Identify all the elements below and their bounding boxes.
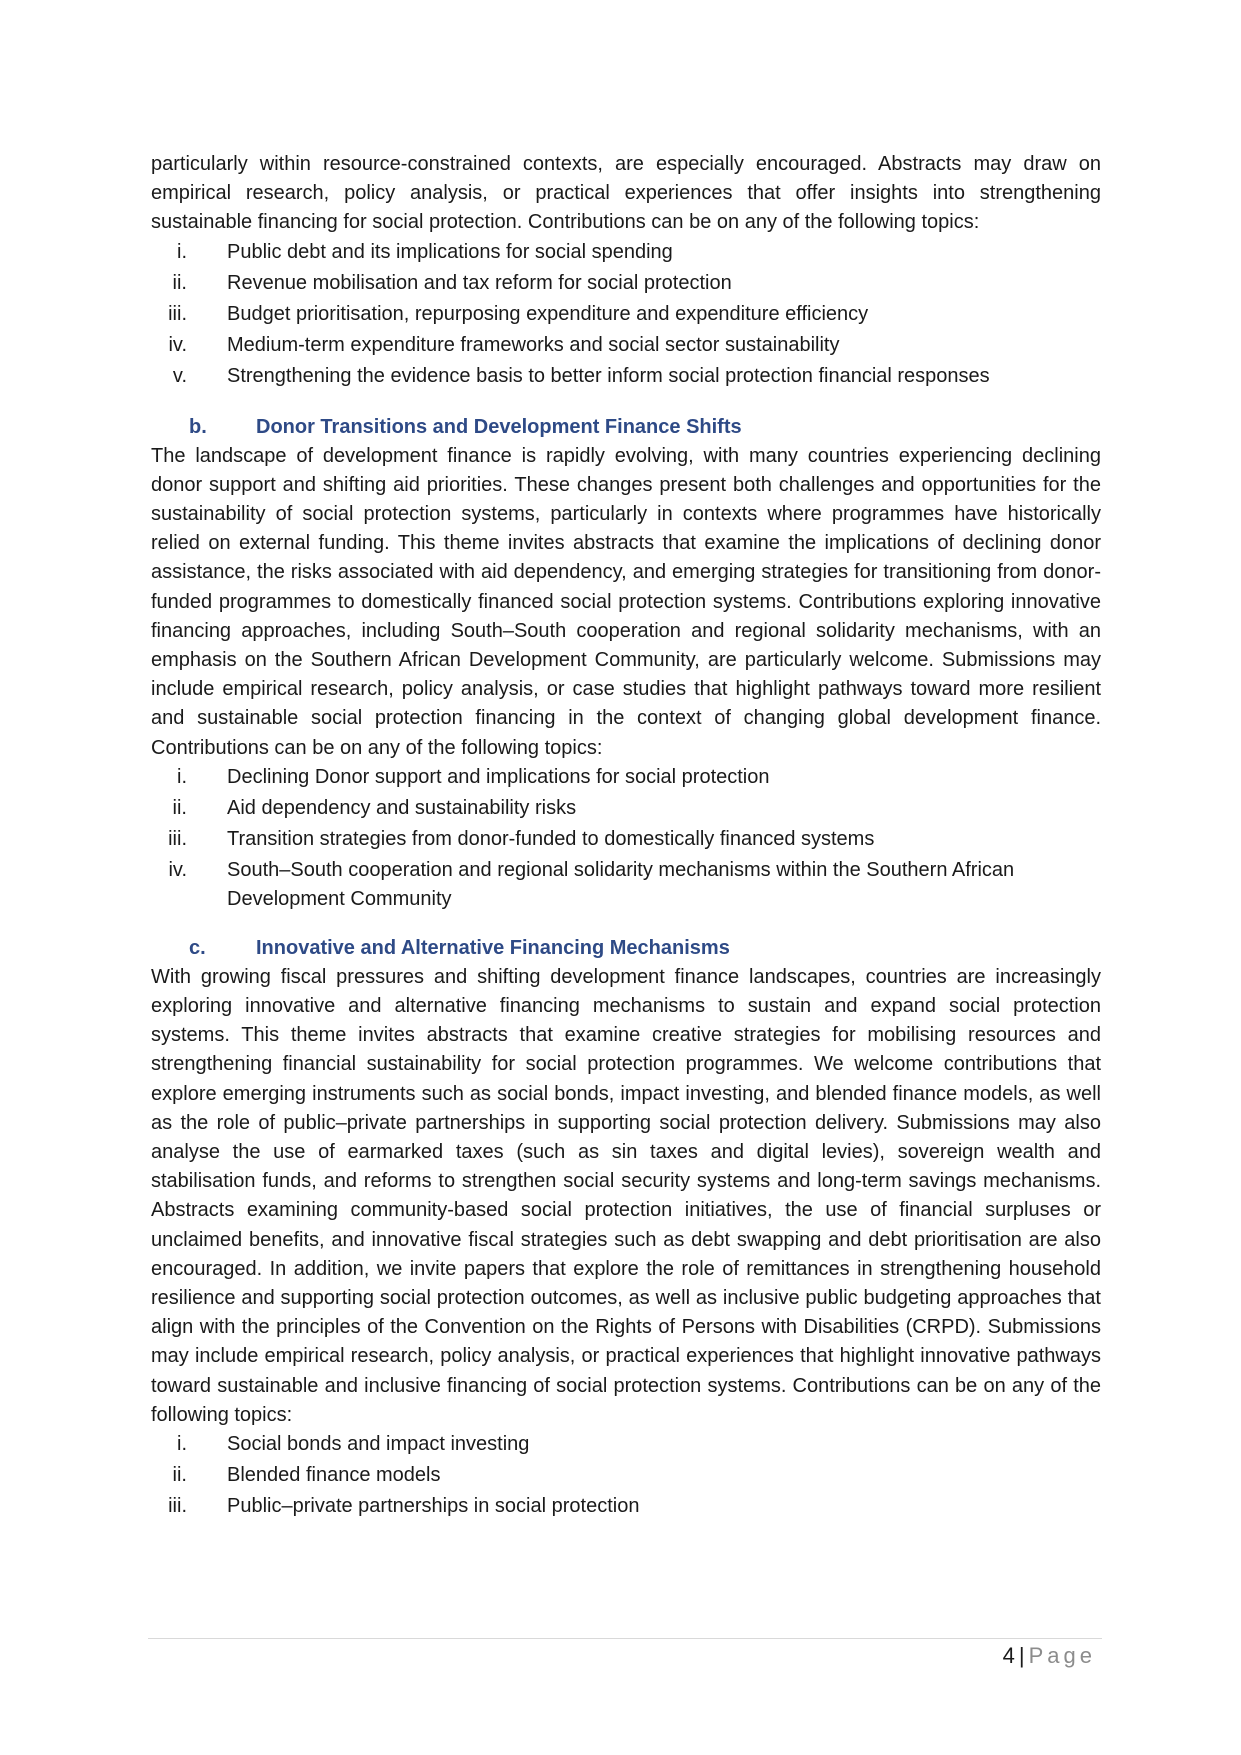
section-c-letter: c. <box>189 936 206 959</box>
list-item-number: v. <box>172 364 187 387</box>
list-item-number: iii. <box>168 827 187 850</box>
list-item-number: iii. <box>168 1495 187 1518</box>
list-item-text: Budget prioritisation, repurposing expenditure and expenditure efficiency <box>227 302 869 325</box>
section-c-paragraph: With growing fiscal pressures and shifting development finance landscapes, countries are increasingly exploring innovative and alternative financing mechanisms to sustain and expand social protection systems. This theme invites abstracts that examine creative strategies for mobilising resources and strengthening financial sustainability for social protection programmes. We welcome contributions that explore emerging instruments such as social bonds, impact investing, and blended finance models, as well as the role of public–private partnerships in supporting social protection delivery. Submissions may also analyse the use of earmarked taxes (such as sin taxes and digital levies), sovereign wealth and stabilisation funds, and reforms to strengthen social security systems and long-term savings mechanisms. Abstracts examining community-based social protection initiatives, the use of financial surpluses or unclaimed benefits, and innovative fiscal strategies such as debt swapping and debt prioritisation are also encouraged. In addition, we invite papers that explore the role of remittances in strengthening household resilience and supporting social protection outcomes, as well as inclusive public budgeting approaches that align with the principles of the Convention on the Rights of Persons with Disabilities (CRPD). Submissions may include empirical research, policy analysis, or practical experiences that highlight innovative pathways toward sustainable and inclusive financing of social protection systems. Contributions can be on any of the following topics: <box>151 965 1101 1426</box>
list-item-number: i. <box>177 1433 187 1456</box>
list-item-text: Declining Donor support and implications for social protection <box>227 765 770 788</box>
list-item-number: i. <box>177 765 187 788</box>
list-item <box>151 856 1101 914</box>
list-item <box>151 763 1101 794</box>
list-item-text: Medium-term expenditure frameworks and social sector sustainability <box>227 333 840 356</box>
section-c-title: Innovative and Alternative Financing Mechanisms <box>256 936 730 959</box>
list-item-number: ii. <box>172 271 187 294</box>
footer-separator: | <box>1018 1643 1025 1668</box>
list-item-number: ii. <box>172 1464 187 1487</box>
page-footer <box>1003 1643 1096 1669</box>
section-b-paragraph: The landscape of development finance is rapidly evolving, with many countries experiencing declining donor support and shifting aid priorities. These changes present both challenges and opportunities for the sustainability of social protection systems, particularly in contexts where programmes have historically relied on external funding. This theme invites abstracts that examine the implications of declining donor assistance, the risks associated with aid dependency, and emerging strategies for transitioning from donor-funded programmes to domestically financed social protection systems. Contributions exploring innovative financing approaches, including South–South cooperation and regional solidarity mechanisms, with an emphasis on the Southern African Development Community, are particularly welcome. Submissions may include empirical research, policy analysis, or case studies that highlight pathways toward more resilient and sustainable social protection financing in the context of changing global development finance. Contributions can be on any of the following topics: <box>151 444 1101 759</box>
list-item-text: Transition strategies from donor-funded to domestically financed systems <box>227 827 875 850</box>
list-item <box>151 300 1101 331</box>
footer-divider <box>148 1638 1102 1639</box>
list-item-text: South–South cooperation and regional solidarity mechanisms within the Southern African Development Community <box>227 858 1015 910</box>
list-item <box>151 238 1101 269</box>
list-item-text: Strengthening the evidence basis to better inform social protection financial responses <box>227 364 990 387</box>
page-number: 4 <box>1002 1643 1015 1668</box>
list-item-number: iv. <box>168 858 187 881</box>
document-page <box>151 150 1101 1523</box>
list-item-text: Aid dependency and sustainability risks <box>227 796 577 819</box>
list-item <box>151 362 1101 393</box>
list-item <box>151 1492 1101 1523</box>
list-item <box>151 1461 1101 1492</box>
list-item-number: i. <box>177 240 187 263</box>
list-item-text: Public–private partnerships in social protection <box>227 1495 640 1518</box>
intro-topic-list <box>151 238 1101 393</box>
list-item-number: iii. <box>168 302 187 325</box>
list-item <box>151 794 1101 825</box>
list-item-text: Social bonds and impact investing <box>227 1433 530 1456</box>
list-item <box>151 269 1101 300</box>
list-item-text: Blended finance models <box>227 1464 441 1487</box>
intro-paragraph: particularly within resource-constrained contexts, are especially encouraged. Abstracts may draw on empirical research, policy analysis, or practical experiences that offer insights into strengthening sustainable financing for social protection. Contributions can be on any of the following topics: <box>151 153 1101 234</box>
section-c-topic-list <box>151 1430 1101 1523</box>
section-b-heading <box>151 413 1101 442</box>
section-b-title: Donor Transitions and Development Finance Shifts <box>256 415 742 438</box>
list-item-number: ii. <box>172 796 187 819</box>
section-b-letter: b. <box>189 415 207 438</box>
section-c-heading <box>151 934 1101 963</box>
page-label: Page <box>1028 1643 1096 1668</box>
list-item <box>151 825 1101 856</box>
list-item-text: Revenue mobilisation and tax reform for social protection <box>227 271 732 294</box>
list-item-text: Public debt and its implications for social spending <box>227 240 673 263</box>
list-item <box>151 1430 1101 1461</box>
list-item <box>151 331 1101 362</box>
section-b-topic-list <box>151 763 1101 914</box>
list-item-number: iv. <box>168 333 187 356</box>
